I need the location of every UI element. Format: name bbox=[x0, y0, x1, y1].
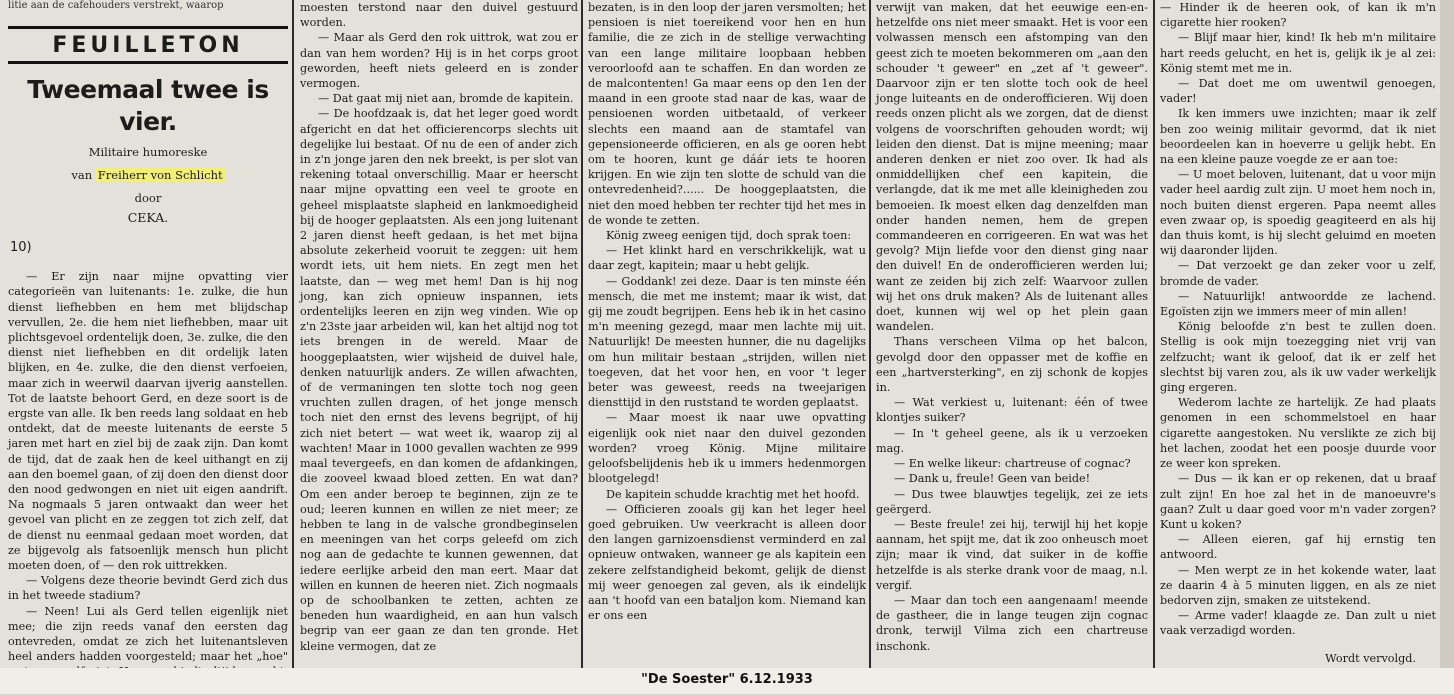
paragraph: De kapitein schudde krachtig met het hoofd. bbox=[606, 487, 860, 501]
paragraph: — Men werpt ze in het kokende water, laat ze daarin 4 à 5 minuten liggen, en als ze niet bedorven zijn, smaken ze uitstekend. bbox=[1160, 563, 1436, 607]
column-2 bbox=[300, 0, 578, 668]
paragraph: — Goddank! zei deze. Daar is ten minste één mensch, die met me instemt; maar ik wist, dat gij me zoudt begrijpen. Eens heb ik in het casino m'n meening gezegd, maar men lachte mij uit. Natuurlijk! De meesten hunner, die nu dagelijks om hun militair bestaan „strijden, willen niet toegeven, dat het voor hen, en voor 't leger beter was geweest, reeds na tweejarigen diensttijd in den ruststand te worden geplaatst. bbox=[588, 274, 866, 410]
paragraph: — Maar dan toch een aangenaam! meende de gastheer, die in lange teugen zijn cognac dronk, terwijl Vilma zich een chartreuse inschonk. bbox=[876, 593, 1148, 653]
paragraph: — Maar als Gerd den rok uittrok, wat zou er dan van hem worden? Hij is in het corps groot geworden, heeft niets geleerd en is zonder vermogen. bbox=[300, 31, 578, 91]
paragraph: — Wat verkiest u, luitenant: één of twee klontjes suiker? bbox=[876, 396, 1148, 425]
paragraph: Wederom lachte ze hartelijk. Ze had plaats genomen in een schommelstoel en haar cigarette aangestoken. Nu verslikte ze zich bij het lachen, zoodat het een poosje duurde voor ze weer kon spreken. bbox=[1160, 396, 1436, 471]
paragraph: — Dank u, freule! Geen van beide! bbox=[894, 472, 1091, 486]
paragraph: — Officieren zooals gij kan het leger heel goed gebruiken. Uw veerkracht is alleen door den langen garnizoensdienst verminderd en zal opnieuw ontwaken, wanneer ge als kapitein een zekere zelfstandigheid bekomt, gelijk de dienst mij weer genoegen zal geven, als ik eindelijk aan 't hoofd van een bataljon kom. Niemand kan er ons een bbox=[588, 502, 866, 623]
paragraph: — U moet beloven, luitenant, dat u voor mijn vader heel aardig zult zijn. U moet hem noch in, noch buiten dienst ergeren. Papa neemt alles even zwaar op, is spoedig geagiteerd en als hij dan thuis komt, is hij slecht geluimd en moeten wij daaronder lijden. bbox=[1160, 168, 1436, 258]
paragraph: — De hoofdzaak is, dat het leger goed wordt afgericht en dat het officierencorps slechts uit degelijke lui bestaat. Of nu de een of ander zich in z'n jonge jaren den nek breekt, is per slot van rekening totaal onverschillig. Maar er heerscht naar mijne opvatting een veel te groote en geheel misplaatste slapheid en lankmoedigheid bij de hooger geplaatsten. Als een jong luitenant 2 jaren dienst heeft gedaan, is het met bijna absolute zekerheid vooruit te zeggen: uit hem wordt iets, uit hem niets. En zegt men het laatste, dan — weg met hem! Dan is hij nog jong, kan zich opnieuw inspannen, iets ordentelijks leeren en zijn weg vinden. Wie op z'n 23ste jaar arbeiden wil, kan het altijd nog tot iets brengen in de wereld. Maar de hooggeplaatsten, wier wijsheid de duivel hale, denken natuurlijk anders. Ze willen afwachten, of de vermaningen ten slotte toch nog geen vruchten zullen dragen, of het jonge mensch toch niet den ernst des levens begrijpt, of hij zich niet betert — wat weet ik, waarop zij al wachten! Maar in 1000 gevallen wachten ze 999 maal tevergeefs, en dan komen de afdankingen, die zooveel kwaad bloed zetten. En wat dan? Om een ander beroep te beginnen, zijn ze te oud; leeren kunnen en willen ze niet meer; ze hebben te lang in de valsche grondbeginselen en meeningen van het corps geleefd om zich nog aan de gedachte te kunnen gewennen, dat iedere eerlijke arbeid den man eert. Maar dat willen en kunnen de heeren niet. Zich nogmaals op de schoolbanken te zetten, achten ze beneden hun waardigheid, en aan hun valsch begrip van eer gaan ze dan ten gronde. Het kleine vermogen, dat ze bbox=[300, 107, 578, 653]
author-line bbox=[8, 167, 288, 184]
column-rule bbox=[581, 0, 583, 668]
continued-note: Wordt vervolgd. bbox=[1325, 651, 1416, 665]
previous-article-fragment: litie aan de cafehouders verstrekt, waarop bbox=[8, 0, 224, 11]
column-4 bbox=[876, 0, 1148, 668]
paragraph: — Alleen eieren, gaf hij ernstig ten antwoord. bbox=[1160, 533, 1436, 562]
story-title: Tweemaal twee is vier. bbox=[27, 75, 269, 136]
paragraph: — Natuurlijk! antwoordde ze lachend. Egoïsten zijn we immers meer of min allen! bbox=[1160, 289, 1436, 319]
paragraph: — In 't geheel geene, als ik u verzoeken mag. bbox=[876, 426, 1148, 455]
paragraph: — Dat gaat mij niet aan, bromde de kapitein. bbox=[318, 92, 574, 106]
column-2-text bbox=[300, 0, 578, 654]
paragraph: Thans verscheen Vilma op het balcon, gevolgd door den oppasser met de koffie en een „hartversterking", en zij schonk de kopjes in. bbox=[876, 335, 1148, 395]
paragraph: König beloofde z'n best te zullen doen. Stellig is ook mijn toezegging niet vrij van zelfzucht; want ik geloof, dat ik er zelf het slechtst bij varen zou, als ik uw vader werkelijk ging ergeren. bbox=[1160, 320, 1436, 395]
translator-name: CEKA. bbox=[127, 210, 169, 225]
paragraph: — Beste freule! zei hij, terwijl hij het kopje aannam, het spijt me, dat ik zoo onheusch moet zijn; maar ik vind, dat suiker in de koffie hetzelfde is als sterke drank voor de maag, n.l. vergif. bbox=[876, 517, 1148, 592]
paragraph: König zweeg eenigen tijd, doch sprak toen: bbox=[606, 229, 852, 243]
source-caption: "De Soester" 6.12.1933 bbox=[0, 668, 1454, 694]
door-line: door bbox=[134, 191, 162, 205]
column-4-text bbox=[876, 0, 1148, 654]
paragraph: — Neen! Lui als Gerd tellen eigenlijk niet mee; die zijn reeds vanaf den eersten dag ontevreden, omdat ze zich het luitenantsleven heel anders hadden voorgesteld; maar het „hoe" bbox=[8, 604, 288, 664]
column-3-text bbox=[588, 0, 866, 623]
paragraph: bezaten, is in den loop der jaren versmolten; het pensioen is niet toereikend voor hen en hun familie, die ze zich in de stellige verwachting van een lange militaire loopbaan hebben veroorloofd aan te schaffen. En dan worden ze de malcontenten! Ga maar eens op den 1en der maand in een groote stad naar de kas, waar de pensioenen worden uitbetaald, of verkeer slechts een maand aan de stamtafel van gepensioneerde officieren, en als ge ooren hebt om te hooren, kunt ge dáár iets te hooren krijgen. En wie zijn ten slotte de schuld van die ontevredenheid?...... De hooggeplaatsten, die niet den moed hebben ter rechter tijd het mes in de wonde te zetten. bbox=[588, 1, 866, 227]
paragraph: — Dat doet me om uwentwil genoegen, vader! bbox=[1160, 77, 1436, 106]
column-3 bbox=[588, 0, 866, 668]
column-5 bbox=[1160, 0, 1436, 668]
paragraph: — Maar moest ik naar uwe opvatting eigenlijk ook niet naar den duivel gezonden worden? vroeg König. Mijne militaire geloofsbelijdenis heb ik u immers hedenmorgen blootgelegd! bbox=[588, 411, 866, 486]
paragraph: — Dat verzoekt ge dan zeker voor u zelf, bromde de vader. bbox=[1160, 259, 1436, 288]
paragraph: — Volgens deze theorie bevindt Gerd zich dus in het tweede stadium? bbox=[8, 574, 288, 603]
paragraph: — Het klinkt hard en verschrikkelijk, wat u daar zegt, kapitein; maar u hebt gelijk. bbox=[588, 244, 866, 273]
paragraph: — En welke likeur: chartreuse of cognac? bbox=[894, 457, 1131, 471]
column-rule bbox=[869, 0, 871, 668]
paragraph: — Dus twee blauwtjes tegelijk, zei ze iets geërgerd. bbox=[876, 487, 1148, 516]
feuilleton-masthead: FEUILLETON bbox=[8, 26, 288, 64]
installment-number: 10) bbox=[10, 240, 32, 255]
column-1-text bbox=[8, 269, 288, 695]
column-rule bbox=[1153, 0, 1155, 668]
story-subtitle: Militaire humoreske bbox=[88, 145, 208, 159]
column-5-text bbox=[1160, 0, 1436, 639]
column-rule bbox=[292, 0, 294, 668]
paragraph: Ik ken immers uwe inzichten; maar ik zelf ben zoo weinig militair gevormd, dat ik niet beoordeelen kan in hoeverre u gelijk hebt. En na een kleine pauze voegde ze er aan toe: bbox=[1160, 107, 1436, 167]
paragraph: — Er zijn naar mijne opvatting vier categorieën van luitenants: 1e. zulke, die hun dienst liefhebben en hem met blijdschap vervullen, 2e. die hem niet liefhebben, maar uit plichtsgevoel ordentelijk doen, 3e. zulke, die den dienst niet liefhebben en dit ordelijk laten blijken, en 4e. zulke, die den dienst verfoeien, maar zich in weerwil daarvan ijverig aanstellen. Tot de laatste behoort Gerd, en deze soort is de ergste van alle. Ik ben reeds lang soldaat en heb ontdekt, dat de meeste luitenants de eerste 5 jaren met hart en ziel bij de zaak zijn. Dan komt de tijd, dat de zaak hen de keel uithangt en zij aan den boemel gaan, of zij doen den dienst door den nood gedwongen en niet uit eigen aandrift. Na nogmaals 5 jaren ontwaakt dan weer het gevoel van plicht en ze zeggen tot zich zelf, dat de dienst nu eenmaal gedaan moet worden, dat ze bijgevolg als fatsoenlijk mensch hun plicht moeten doen, of — den rok uittrekken. bbox=[8, 270, 288, 573]
author-name-highlighted: Freiherr von Schlicht bbox=[97, 168, 223, 182]
paragraph: — Hinder ik de heeren ook, of kan ik m'n cigarette hier rooken? bbox=[1160, 1, 1436, 30]
paragraph: — Dus — ik kan er op rekenen, dat u braaf zult zijn! En hoe zal het in de manoeuvre's gaan? Zult u daar goed voor m'n vader zorgen? Kunt u koken? bbox=[1160, 472, 1436, 531]
paragraph: verwijt van maken, dat het eeuwige een-en-hetzelfde ons niet meer smaakt. Het is voor een volwassen mensch een afstomping van den geest zich te moeten bekommeren om „aan den schouder 't geweer" en „zet af 't geweer". Daarvoor zijn er ten slotte toch ook de heel jonge luiteants en de onderofficieren. Wij doen reeds onzen plicht als we zorgen, dat de dienst volgens de voorschriften gehouden wordt; wij leiden den dienst. Dat is mijne meening; maar anderen denken er niet zoo over. Ik had als onmiddellijken chef een kapitein, die verlangde, dat ik me met alle kleinigheden zou bemoeien. Ik moest elken dag denzelfden man onder handen nemen, hem de grepen commandeeren en corrigeeren. En wat was het gevolg? Mijn liefde voor den dienst ging naar den duivel! En de onderofficieren werden lui; want ze zeiden bij zich zelf: Waarvoor zullen wij het ons druk maken? Als de luitenant alles doet, kunnen wij wel op het plein gaan wandelen. bbox=[876, 1, 1148, 334]
by-prefix: van bbox=[71, 168, 93, 182]
paragraph: — Arme vader! klaagde ze. Dan zult u niet vaak verzadigd worden. bbox=[1160, 609, 1436, 638]
page-edge bbox=[1440, 0, 1454, 668]
paragraph: — Blijf maar hier, kind! Ik heb m'n militaire hart reeds gelucht, en het is, gelijk ik je al zei: König stemt met me in. bbox=[1160, 31, 1436, 75]
column-1 bbox=[8, 0, 288, 668]
paragraph: moesten terstond naar den duivel gestuurd worden. bbox=[300, 1, 578, 30]
